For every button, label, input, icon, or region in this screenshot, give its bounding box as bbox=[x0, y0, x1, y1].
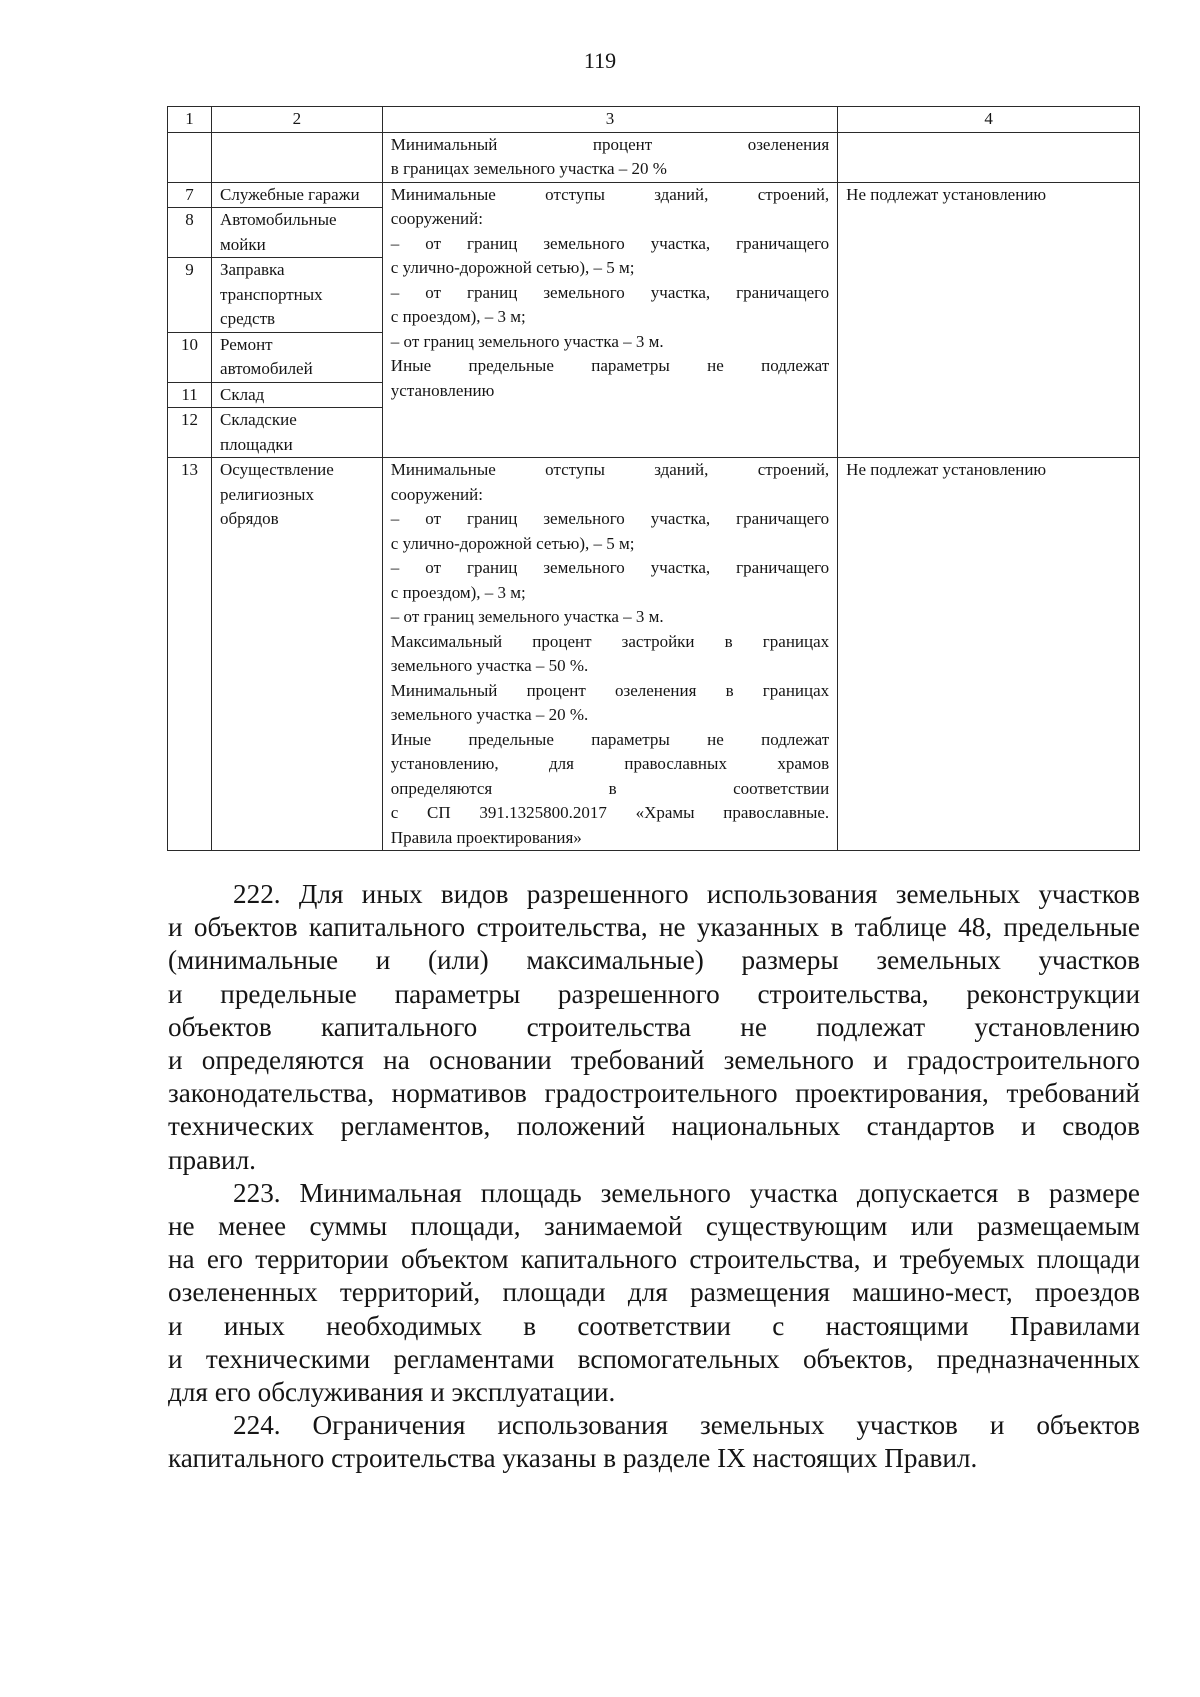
cell-empty bbox=[168, 132, 212, 182]
cell-line: определяются в соответствии bbox=[390, 778, 830, 798]
cell-line: Автомобильные bbox=[220, 210, 337, 229]
cell-line: – от границ земельного участка, граничащего bbox=[390, 233, 830, 253]
text-line: и предельные параметры разрешенного строительства, реконструкции bbox=[168, 978, 1140, 1009]
parameters-table bbox=[167, 106, 1140, 851]
cell-line: – от границ земельного участка, граничащего bbox=[390, 558, 830, 577]
cell-line: Максимальный процент застройки в границах bbox=[390, 631, 830, 651]
row-number: 9 bbox=[168, 258, 212, 333]
cell-line: – от границ земельного участка, граничащего bbox=[390, 509, 830, 528]
row-name bbox=[212, 182, 383, 208]
row-number: 7 bbox=[168, 182, 212, 208]
cell-line: установлению bbox=[390, 380, 495, 400]
cell-line: – от границ земельного участка – 3 м. bbox=[390, 607, 664, 626]
cell-line: Иные предельные параметры не подлежат bbox=[390, 729, 830, 749]
cell-line: Минимальный процент озеленения в границах bbox=[390, 680, 830, 700]
header-cell-4: 4 bbox=[838, 107, 1140, 133]
text-line: для его обслуживания и эксплуатации. bbox=[168, 1377, 616, 1408]
cell-line: с проездом), – 3 м; bbox=[390, 582, 526, 602]
page-number: 119 bbox=[583, 48, 617, 73]
cell-line: Склад bbox=[220, 384, 265, 404]
cell-line: земельного участка – 20 %. bbox=[390, 705, 589, 724]
paragraph-223 bbox=[168, 1177, 1140, 1409]
text-line: и иных необходимых в соответствии с настоящими Правилами bbox=[168, 1310, 1140, 1341]
paragraph-222 bbox=[168, 878, 1140, 1177]
text-line: правил. bbox=[168, 1144, 256, 1175]
table-row bbox=[168, 182, 1140, 208]
cell-line: площадки bbox=[220, 434, 293, 454]
text-line: 222. Для иных видов разрешенного использования земельных участков bbox=[233, 879, 1140, 909]
table-header-row bbox=[168, 107, 1140, 133]
table-row-continuation bbox=[168, 132, 1140, 182]
cell-params bbox=[382, 458, 837, 851]
text-line: на его территории объектом капитального строительства, и требуемых площади bbox=[168, 1244, 1140, 1275]
text-line: законодательства, нормативов градостроительного проектирования, требований bbox=[168, 1078, 1140, 1109]
cell-line: установлению, для православных храмов bbox=[390, 754, 830, 773]
text-line: 223. Минимальная площадь земельного участка допускается в размере bbox=[233, 1177, 1140, 1208]
cell-limits: Не подлежат установлению bbox=[838, 458, 1140, 851]
text-line: и определяются на основании требований земельного и градостроительного bbox=[168, 1045, 1140, 1076]
row-number: 8 bbox=[168, 208, 212, 258]
cell-line: мойки bbox=[220, 234, 266, 254]
cell-line: Правила проектирования» bbox=[390, 827, 582, 847]
cell-line: Минимальный процент озеленения bbox=[390, 134, 830, 154]
cell-line: с СП 391.1325800.2017 «Храмы православные. bbox=[390, 803, 830, 822]
cell-line: Заправка bbox=[220, 260, 285, 279]
text-line: (минимальные и (или) максимальные) размеры земельных участков bbox=[168, 945, 1140, 976]
row-name bbox=[212, 382, 383, 408]
cell-line: транспортных bbox=[220, 284, 323, 304]
cell-line: сооружений: bbox=[390, 209, 483, 228]
cell-line: с проездом), – 3 м; bbox=[390, 307, 526, 326]
cell-line: Минимальные отступы зданий, строений, bbox=[390, 460, 830, 479]
cell-line: – от границ земельного участка, граничащего bbox=[390, 282, 830, 302]
cell-params bbox=[382, 182, 837, 458]
header-cell-2: 2 bbox=[212, 107, 383, 133]
cell-line: Минимальные отступы зданий, строений, bbox=[390, 184, 830, 204]
text-line: и техническими регламентами вспомогательных объектов, предназначенных bbox=[168, 1343, 1140, 1374]
row-name bbox=[212, 258, 383, 333]
cell-params bbox=[382, 132, 837, 182]
header-cell-3: 3 bbox=[382, 107, 837, 133]
cell-line: сооружений: bbox=[390, 484, 483, 504]
header-cell-1: 1 bbox=[168, 107, 212, 133]
cell-line: Ремонт bbox=[220, 334, 273, 354]
text-line: объектов капитального строительства не подлежат установлению bbox=[168, 1011, 1140, 1042]
table-row bbox=[168, 458, 1140, 851]
row-name bbox=[212, 208, 383, 258]
cell-line: в границах земельного участка – 20 % bbox=[390, 159, 667, 178]
cell-line: автомобилей bbox=[220, 359, 313, 378]
cell-line: с улично-дорожной сетью), – 5 м; bbox=[390, 258, 635, 277]
cell-empty bbox=[212, 132, 383, 182]
row-number: 10 bbox=[168, 332, 212, 382]
text-line: озелененных территорий, площади для размещения машино-мест, проездов bbox=[168, 1277, 1140, 1308]
row-number: 11 bbox=[168, 382, 212, 408]
text-line: технических регламентов, положений национальных стандартов и сводов bbox=[168, 1111, 1140, 1142]
text-line: и объектов капитального строительства, не указанных в таблице 48, предельные bbox=[168, 912, 1140, 943]
cell-line: средств bbox=[220, 309, 276, 328]
row-name bbox=[212, 332, 383, 382]
cell-line: Служебные гаражи bbox=[220, 184, 360, 204]
row-number: 13 bbox=[168, 458, 212, 851]
cell-line: Осуществление bbox=[220, 460, 334, 479]
cell-line: Складские bbox=[220, 410, 297, 429]
cell-limits: Не подлежат установлению bbox=[838, 182, 1140, 458]
row-number: 12 bbox=[168, 408, 212, 458]
cell-empty bbox=[838, 132, 1140, 182]
body-text bbox=[168, 878, 1140, 1476]
row-name bbox=[212, 458, 383, 851]
cell-line: обрядов bbox=[220, 509, 279, 528]
cell-line: земельного участка – 50 %. bbox=[390, 656, 589, 675]
cell-line: Иные предельные параметры не подлежат bbox=[390, 356, 830, 375]
paragraph-224 bbox=[168, 1409, 1140, 1475]
text-line: не менее суммы площади, занимаемой существующим или размещаемым bbox=[168, 1211, 1140, 1242]
cell-line: религиозных bbox=[220, 484, 314, 504]
text-line: капитального строительства указаны в разделе IX настоящих Правил. bbox=[168, 1443, 978, 1474]
cell-line: – от границ земельного участка – 3 м. bbox=[390, 331, 664, 351]
row-name bbox=[212, 408, 383, 458]
cell-line: с улично-дорожной сетью), – 5 м; bbox=[390, 533, 635, 553]
text-line: 224. Ограничения использования земельных участков и объектов bbox=[233, 1410, 1140, 1441]
